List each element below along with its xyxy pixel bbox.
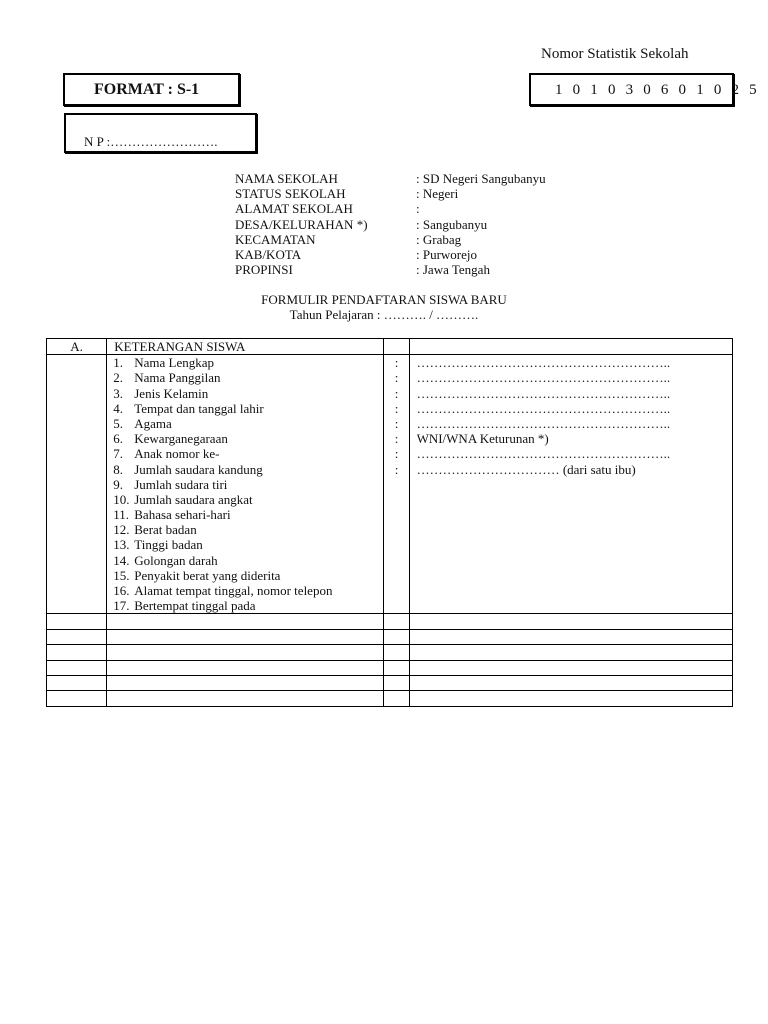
table-row-empty <box>47 645 733 660</box>
table-cell <box>107 614 384 629</box>
fill-in-field[interactable]: WNI/WNA Keturunan *) <box>416 431 549 447</box>
info-label: KAB/KOTA <box>235 246 302 262</box>
item-number: 15. <box>113 567 130 583</box>
list-item <box>113 401 383 416</box>
table-cell <box>107 691 384 706</box>
item-label: Golongan darah <box>134 552 218 568</box>
list-item <box>113 553 383 568</box>
fill-in-field[interactable]: ………………………………………………….. <box>416 355 671 371</box>
colon: : <box>394 415 399 431</box>
item-number: 2. <box>113 370 123 386</box>
item-label: Kewarganegaraan <box>134 431 228 447</box>
table-cell <box>409 691 732 706</box>
table-cell <box>409 629 732 644</box>
table-cell <box>384 614 409 629</box>
fill-in-field[interactable]: ………………………………………………….. <box>416 415 671 431</box>
colon-column <box>384 355 409 614</box>
item-number: 10. <box>113 491 130 507</box>
info-label: DESA/KELURAHAN *) <box>235 216 368 232</box>
table-cell <box>409 660 732 675</box>
list-item <box>113 477 383 492</box>
np-box <box>64 113 257 153</box>
colon: : <box>394 385 399 401</box>
info-value: : SD Negeri Sangubanyu <box>416 171 546 186</box>
item-number: 12. <box>113 522 130 538</box>
table-row-empty <box>47 614 733 629</box>
item-label: Berat badan <box>134 522 197 538</box>
item-number: 1. <box>113 355 123 371</box>
table-cell <box>409 645 732 660</box>
list-item <box>113 446 383 461</box>
item-label: Jumlah saudara angkat <box>134 491 253 507</box>
item-number: 3. <box>113 385 123 401</box>
item-number: 14. <box>113 552 130 568</box>
fill-in-field[interactable]: ………………………………………………….. <box>416 446 671 462</box>
info-value: : <box>416 201 420 217</box>
list-item <box>113 583 383 598</box>
item-label: Nama Lengkap <box>134 355 215 371</box>
form-title: FORMULIR PENDAFTARAN SISWA BARU <box>261 292 507 307</box>
item-label: Jumlah sudara tiri <box>134 476 228 492</box>
info-label: KECAMATAN <box>235 231 316 247</box>
colon: : <box>394 431 399 447</box>
table-row-empty <box>47 629 733 644</box>
info-label: STATUS SEKOLAH <box>235 186 346 202</box>
table-cell <box>47 355 107 614</box>
list-item <box>113 537 383 552</box>
item-label: Alamat tempat tinggal, nomor telepon <box>134 583 333 599</box>
colon: : <box>394 355 399 371</box>
table-cell <box>107 675 384 690</box>
item-list <box>107 355 384 614</box>
colon: : <box>394 370 399 386</box>
table-row <box>47 355 733 614</box>
np-label: N P :……………………. <box>84 134 218 149</box>
item-label: Bahasa sehari-hari <box>134 507 231 523</box>
item-number: 9. <box>113 476 123 492</box>
table-row-empty <box>47 691 733 706</box>
item-number: 16. <box>113 583 130 599</box>
student-info-table <box>46 338 733 707</box>
section-letter: A. <box>47 339 107 355</box>
item-number: 7. <box>113 446 123 462</box>
fill-in-field[interactable]: ………………………………………………….. <box>416 385 671 401</box>
list-item <box>113 355 383 370</box>
item-label: Tempat dan tanggal lahir <box>134 400 264 416</box>
list-item <box>113 416 383 431</box>
nss-number-box <box>529 73 760 106</box>
table-cell <box>409 614 732 629</box>
table-cell <box>384 660 409 675</box>
item-label: Bertempat tinggal pada <box>134 598 256 614</box>
form-subtitle: Tahun Pelajaran : ………. / ………. <box>289 307 479 322</box>
format-box <box>63 73 240 106</box>
nss-number: 1 0 1 0 3 0 6 0 1 0 2 5 <box>555 82 760 98</box>
table-cell <box>384 629 409 644</box>
table-cell <box>384 645 409 660</box>
item-label: Agama <box>134 415 172 431</box>
table-cell <box>107 645 384 660</box>
table-cell <box>409 339 732 355</box>
table-cell <box>47 691 107 706</box>
info-label: ALAMAT SEKOLAH <box>235 201 353 217</box>
item-label: Anak nomor ke- <box>134 446 220 462</box>
fill-in-field[interactable]: ………………………………………………….. <box>416 370 671 386</box>
list-item <box>113 598 383 613</box>
item-label: Nama Panggilan <box>134 370 221 386</box>
item-number: 11. <box>113 507 130 523</box>
item-label: Tinggi badan <box>134 537 203 553</box>
item-label: Jumlah saudara kandung <box>134 461 263 477</box>
section-title: KETERANGAN SISWA <box>107 339 384 355</box>
fill-in-field[interactable]: ………………………………………………….. <box>416 400 671 416</box>
item-number: 8. <box>113 461 123 477</box>
colon: : <box>394 461 399 477</box>
info-value: : Sangubanyu <box>416 216 488 232</box>
nss-label: Nomor Statistik Sekolah <box>541 46 689 62</box>
info-label: NAMA SEKOLAH <box>235 171 338 186</box>
table-cell <box>409 675 732 690</box>
table-cell <box>384 339 409 355</box>
item-number: 6. <box>113 431 123 447</box>
list-item <box>113 568 383 583</box>
list-item <box>113 431 383 446</box>
info-value: : Purworejo <box>416 246 478 262</box>
info-value: : Jawa Tengah <box>416 262 490 278</box>
colon: : <box>394 446 399 462</box>
item-number: 4. <box>113 400 123 416</box>
item-label: Jenis Kelamin <box>134 385 209 401</box>
table-cell <box>47 645 107 660</box>
list-item <box>113 507 383 522</box>
list-item <box>113 492 383 507</box>
colon: : <box>394 400 399 416</box>
table-cell <box>47 614 107 629</box>
fill-in-field[interactable]: …………………………… (dari satu ibu) <box>416 461 636 477</box>
list-item <box>113 522 383 537</box>
item-number: 17. <box>113 598 130 614</box>
table-cell <box>384 691 409 706</box>
table-cell <box>384 675 409 690</box>
info-label: PROPINSI <box>235 262 293 278</box>
format-label: FORMAT : S-1 <box>94 81 200 98</box>
table-cell <box>47 629 107 644</box>
list-item <box>113 386 383 401</box>
table-cell <box>47 660 107 675</box>
table-header-row <box>47 339 733 355</box>
table-cell <box>107 660 384 675</box>
value-column <box>409 355 732 614</box>
table-row-empty <box>47 660 733 675</box>
info-value: : Negeri <box>416 186 459 202</box>
table-cell <box>107 629 384 644</box>
list-item <box>113 462 383 477</box>
table-row-empty <box>47 675 733 690</box>
item-number: 13. <box>113 537 130 553</box>
item-number: 5. <box>113 415 123 431</box>
info-value: : Grabag <box>416 231 462 247</box>
table-cell <box>47 675 107 690</box>
item-label: Penyakit berat yang diderita <box>134 567 281 583</box>
list-item <box>113 370 383 385</box>
